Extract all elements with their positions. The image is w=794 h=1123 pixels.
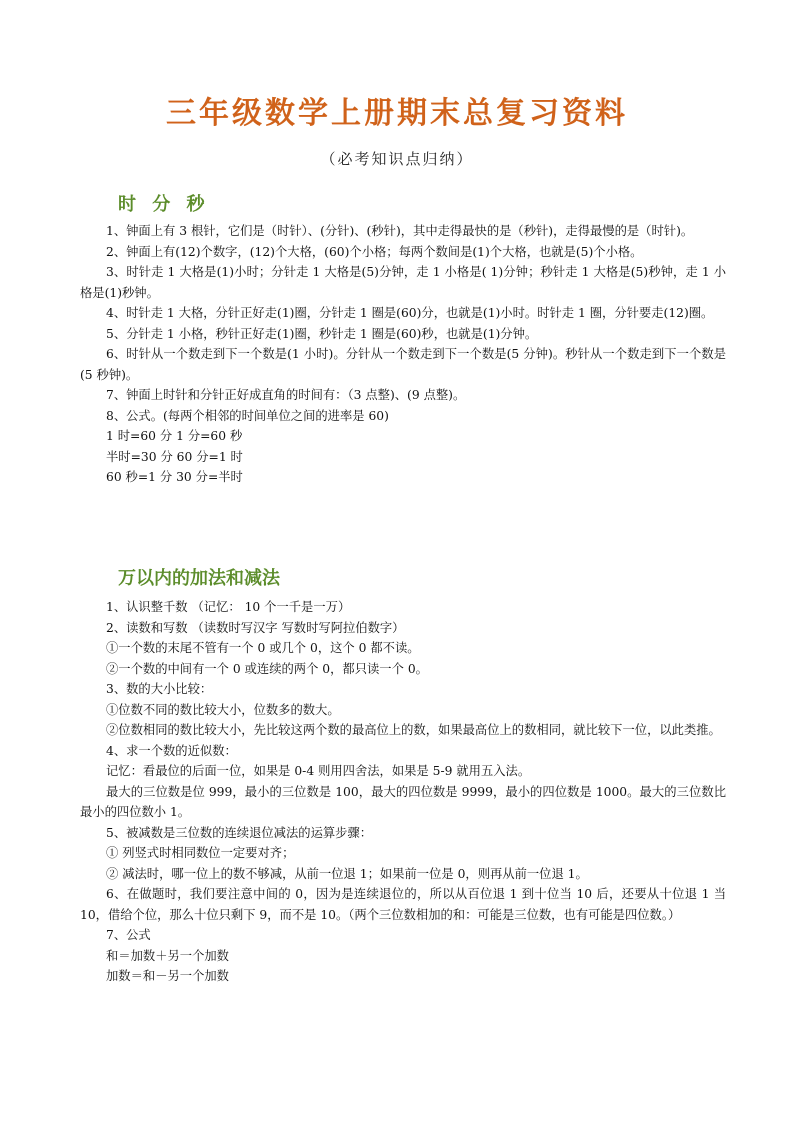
list-item: 5、分针走 1 小格，秒针正好走(1)圈，秒针走 1 圈是(60)秒，也就是(1)分钟。: [106, 326, 538, 341]
list-item: 2、读数和写数 （读数时写汉字 写数时写阿拉伯数字）: [106, 620, 405, 635]
list-item: 4、时针走 1 大格，分针正好走(1)圈，分针走 1 圈是(60)分，也就是(1)小时。时针走 1 圈，分针要走(12)圈。: [106, 306, 714, 320]
formula-line: 60 秒=1 分 30 分=半时: [106, 470, 243, 484]
section-heading-addition-subtraction: 万以内的加法和减法: [118, 568, 280, 589]
list-item: 2、钟面上有(12)个数字，(12)个大格，(60)个小格；每两个数间是(1)个大格，也就是(5)个小格。: [106, 244, 643, 259]
list-item: 最大的三位数是位 999，最小的三位数是 100，最大的四位数是 9999，最小的四位数是 1000。最大的三位数比最小的四位数小 1。: [80, 784, 726, 819]
list-item: 7、公式: [106, 928, 151, 942]
list-item: 3、数的大小比较：: [106, 682, 213, 696]
list-item: 8、公式。(每两个相邻的时间单位之间的进率是 60): [106, 408, 389, 423]
list-item: ① 列竖式时相同数位一定要对齐；: [106, 846, 295, 860]
list-item: ①位数不同的数比较大小，位数多的数大。: [106, 702, 340, 717]
page-subtitle: （必考知识点归纳）: [320, 150, 474, 168]
list-item: 5、被减数是三位数的连续退位减法的运算步骤：: [106, 825, 373, 840]
formula-line: 半时=30 分 60 分=1 时: [106, 449, 243, 464]
page-title: 三年级数学上册期末总复习资料: [166, 96, 628, 131]
list-item: 3、时针走 1 大格是(1)小时；分针走 1 大格是(5)分钟，走 1 小格是( 1)分钟；秒针走 1 大格是(5)秒钟，走 1 小格是(1)秒钟。: [80, 265, 726, 300]
formula-line: 和＝加数＋另一个加数: [106, 948, 229, 963]
list-item: 1、认识整千数 （记忆： 10 个一千是一万）: [106, 600, 351, 614]
list-item: 1、钟面上有 3 根针，它们是（时针）、(分针)、(秒针)，其中走得最快的是（秒针)，走得最慢的是（时针)。: [106, 224, 694, 238]
list-item: ②位数相同的数比较大小，先比较这两个数的最高位上的数，如果最高位上的数相同，就比较下一位，以此类推。: [106, 723, 721, 737]
list-item: 6、在做题时，我们要注意中间的 0，因为是连续退位的，所以从百位退 1 到十位当 10 后，还要从十位退 1 当 10，借给个位，那么十位只剩下 9，而不是 10。（两个三位数相加的和：可能是三位数，也有可能是四位数。）: [80, 887, 726, 922]
list-item: ② 减法时，哪一位上的数不够减，从前一位退 1；如果前一位是 0，则再从前一位退 1。: [106, 866, 588, 881]
formula-line: 加数＝和－另一个加数: [106, 969, 229, 983]
list-item: ①一个数的末尾不管有一个 0 或几个 0，这个 0 都不读。: [106, 641, 420, 655]
formula-line: 1 时=60 分 1 分=60 秒: [106, 429, 243, 443]
list-item: ②一个数的中间有一个 0 或连续的两个 0，都只读一个 0。: [106, 661, 428, 676]
section-heading-time: 时 分 秒: [118, 194, 210, 215]
list-item: 7、钟面上时针和分针正好成直角的时间有：（3 点整)、(9 点整)。: [106, 388, 466, 402]
section-body-time: [80, 221, 726, 488]
list-item: 记忆：看最位的后面一位，如果是 0-4 则用四舍法，如果是 5-9 就用五入法。: [106, 764, 531, 778]
list-item: 4、求一个数的近似数：: [106, 743, 237, 758]
section-body-addition-subtraction: [80, 597, 726, 987]
list-item: 6、时针从一个数走到下一个数是(1 小时)。分针从一个数走到下一个数是(5 分钟)。秒针从一个数走到下一个数是(5 秒钟)。: [80, 347, 726, 382]
